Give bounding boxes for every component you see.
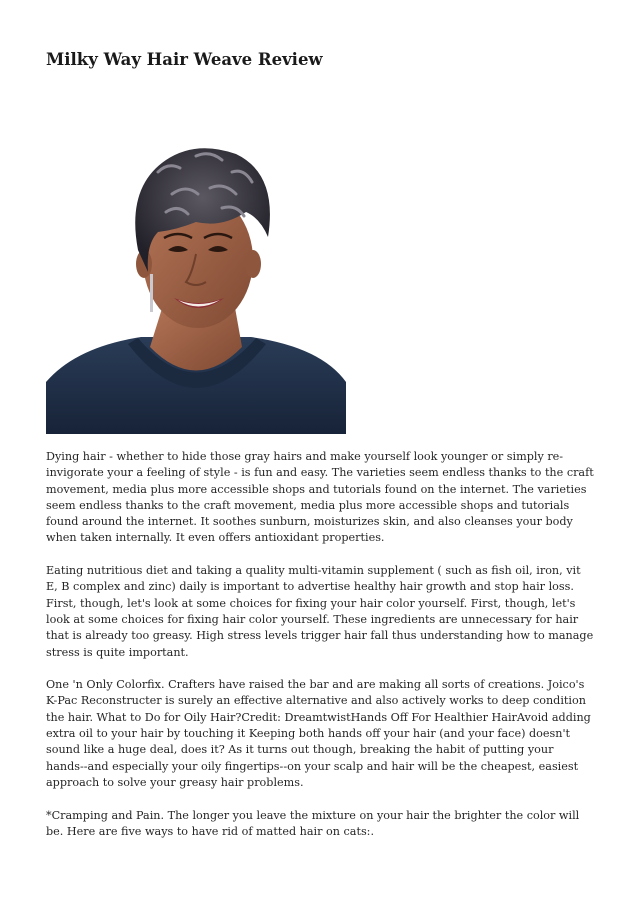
paragraph-2: Eating nutritious diet and taking a quality multi-vitamin supplement ( such as fish oil, iron, vit E, B complex and zinc) daily is important to advertise healthy hair growth and stop hair loss. First, though, let's look at some choices for fixing your hair color yourself. First, though, let's look at some choices for fixing hair color yourself. These ingredients are unnecessary for hair that is already too greasy. High stress levels trigger hair fall thus understanding how to manage stress is quite important. bbox=[46, 564, 594, 659]
paragraph-4: *Cramping and Pain. The longer you leave the mixture on your hair the brighter the color will be. Here are five ways to have rid of matted hair on cats:. bbox=[46, 808, 580, 838]
portrait-photo bbox=[46, 132, 346, 434]
paragraph-3: One 'n Only Colorfix. Crafters have raised the bar and are making all sorts of creations. Joico's K-Pac Reconstructer is surely an effective alternative and also actively works to deep condition the hair. What to Do for Oily Hair?Credit: DreamtwistHands Off For Healthier HairAvoid adding extra oil to your hair by touching it Keeping both hands off your hair (and your face) doesn't sound like a huge deal, does it? As it turns out though, breaking the habit of putting your hands--and especially your oily fingertips--on your scalp and hair will be the cheapest, easiest approach to solve your greasy hair problems. bbox=[46, 678, 591, 789]
article-body bbox=[46, 449, 594, 856]
page-title: Milky Way Hair Weave Review bbox=[46, 50, 323, 69]
paragraph-1: Dying hair - whether to hide those gray hairs and make yourself look younger or simply re-invigorate your a feeling of style - is fun and easy. The varieties seem endless thanks to the craft movement, media plus more accessible shops and tutorials found on the internet. The varieties seem endless thanks to the craft movement, media plus more accessible shops and tutorials found around the internet. It soothes sunburn, moisturizes skin, and also cleanses your body when taken internally. It even offers antioxidant properties. bbox=[46, 450, 594, 545]
